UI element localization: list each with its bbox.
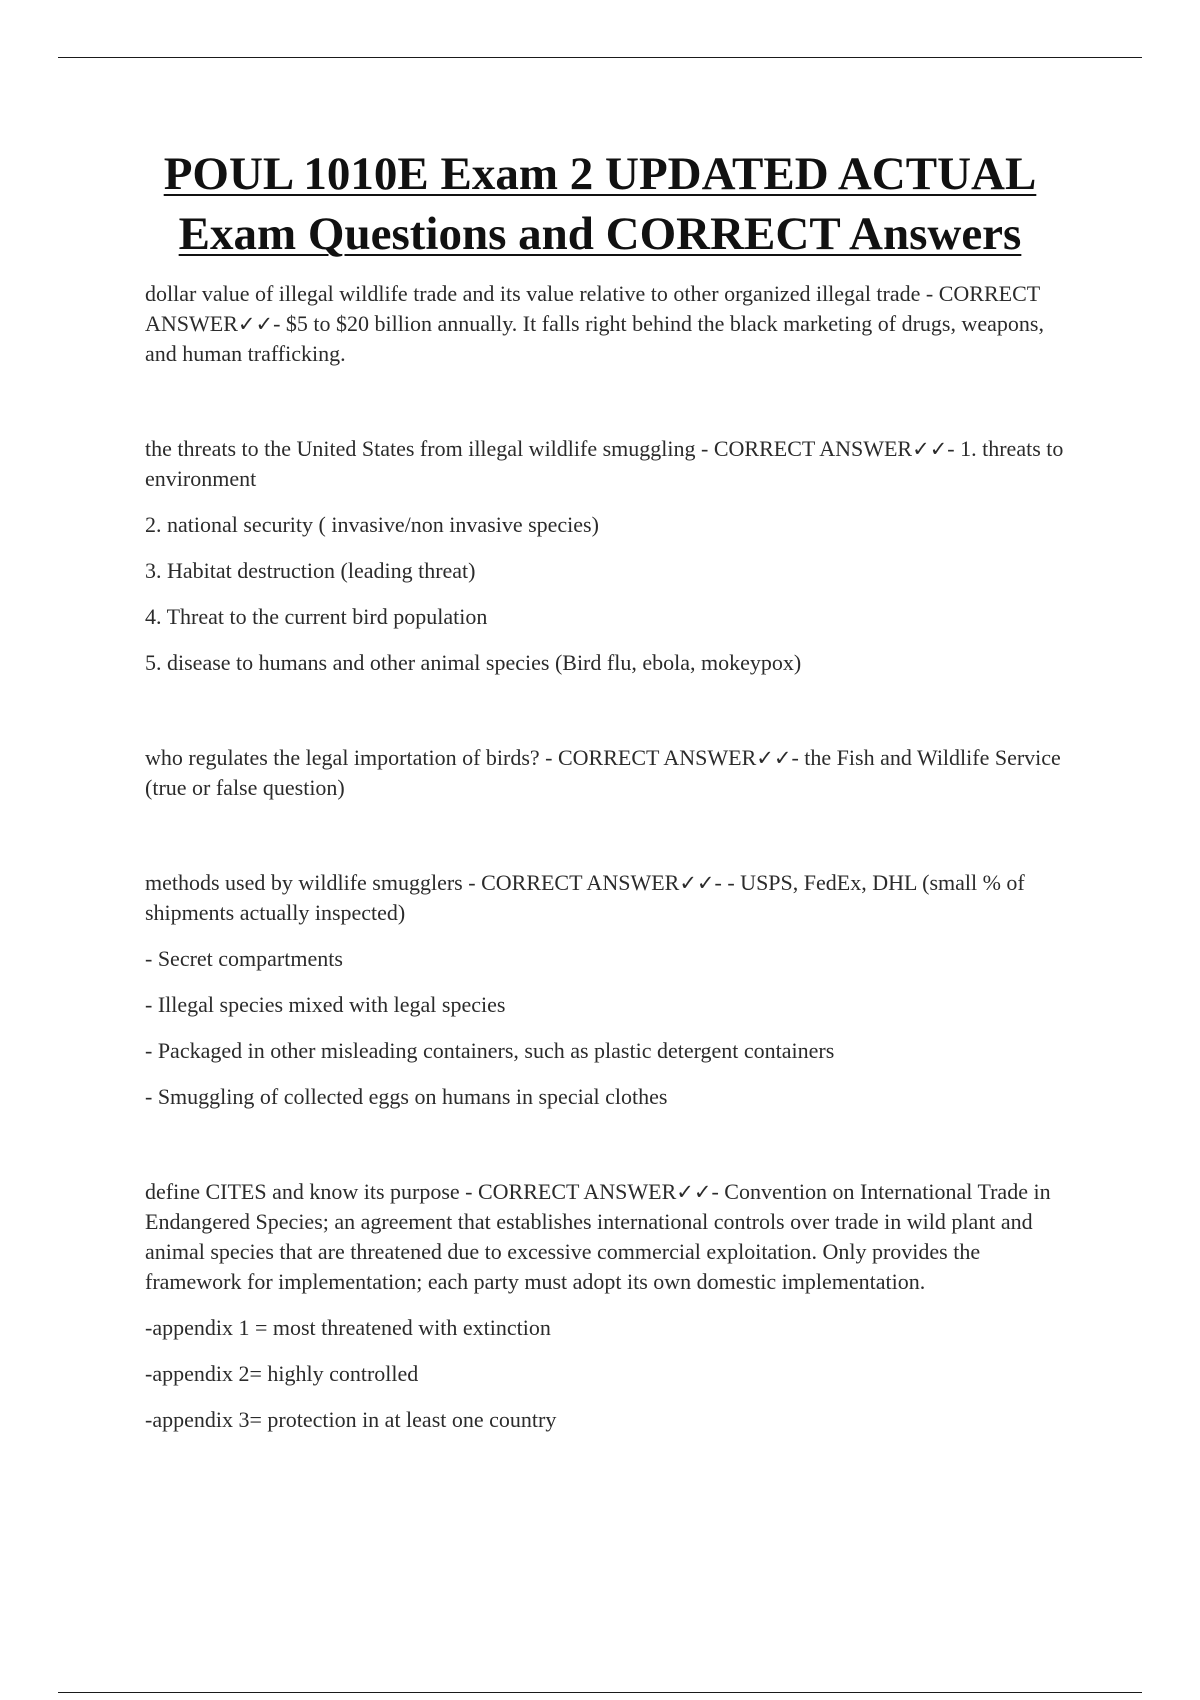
- answer-text: - - USPS, FedEx, DHL (small % of shipments actually inspected): [145, 870, 1025, 925]
- answer-text: - $5 to $20 billion annually. It falls right behind the black marketing of drugs, weapons, and human trafficking.: [145, 311, 1044, 366]
- qa-block-3: [145, 743, 1065, 803]
- qa-text: [145, 743, 1065, 803]
- answer-text: - 1. threats to environment: [145, 436, 1064, 491]
- qa-block-1: [145, 279, 1065, 369]
- question-text: dollar value of illegal wildlife trade and its value relative to other organized illegal trade -: [145, 281, 939, 306]
- double-check-icon: ✓✓: [679, 871, 715, 895]
- answer-item: 4. Threat to the current bird population: [145, 604, 488, 629]
- qa-list: [145, 279, 1065, 1500]
- double-check-icon: ✓✓: [756, 746, 792, 770]
- qa-block-4: [145, 868, 1065, 1112]
- answer-text: - the Fish and Wildlife Service (true or false question): [145, 745, 1061, 800]
- answer-marker: CORRECT ANSWER: [481, 870, 680, 895]
- answer-marker: CORRECT ANSWER: [558, 745, 757, 770]
- double-check-icon: ✓✓: [676, 1180, 712, 1204]
- answer-item: - Smuggling of collected eggs on humans in special clothes: [145, 1084, 668, 1109]
- qa-text: [145, 868, 1065, 928]
- answer-marker: CORRECT ANSWER: [478, 1179, 677, 1204]
- answer-item: -appendix 2= highly controlled: [145, 1361, 419, 1386]
- question-text: the threats to the United States from illegal wildlife smuggling -: [145, 436, 714, 461]
- question-text: methods used by wildlife smugglers -: [145, 870, 482, 895]
- bottom-rule: [58, 1692, 1142, 1693]
- qa-block-5: [145, 1177, 1065, 1435]
- page-title: [100, 144, 1100, 264]
- answer-item: - Packaged in other misleading containers, such as plastic detergent containers: [145, 1038, 835, 1063]
- double-check-icon: ✓✓: [237, 312, 274, 336]
- qa-block-2: [145, 434, 1065, 678]
- title-line-2: Exam Questions and CORRECT Answers: [178, 208, 1022, 260]
- answer-item: - Illegal species mixed with legal species: [145, 992, 506, 1017]
- answer-marker: CORRECT ANSWER: [145, 281, 1040, 336]
- answer-item: -appendix 1 = most threatened with extinction: [145, 1315, 551, 1340]
- qa-text: [145, 1177, 1065, 1297]
- question-text: who regulates the legal importation of birds? -: [145, 745, 558, 770]
- title-line-1: POUL 1010E Exam 2 UPDATED ACTUAL: [163, 148, 1037, 200]
- answer-item: 2. national security ( invasive/non invasive species): [145, 512, 599, 537]
- question-text: define CITES and know its purpose -: [145, 1179, 478, 1204]
- double-check-icon: ✓✓: [912, 437, 948, 461]
- qa-text: [145, 279, 1065, 369]
- answer-item: 3. Habitat destruction (leading threat): [145, 558, 476, 583]
- top-rule: [58, 57, 1142, 58]
- answer-marker: CORRECT ANSWER: [713, 436, 913, 461]
- qa-text: [145, 434, 1065, 494]
- answer-text: - Convention on International Trade in Endangered Species; an agreement that establishes international controls over trade in wild plant and animal species that are threatened due to excessive commercial exploitation. Only provides the framework for implementation; each party must adopt its own domestic implementation.: [145, 1179, 1051, 1294]
- answer-item: 5. disease to humans and other animal species (Bird flu, ebola, mokeypox): [145, 650, 802, 675]
- answer-item: - Secret compartments: [145, 946, 343, 971]
- answer-item: -appendix 3= protection in at least one country: [145, 1407, 557, 1432]
